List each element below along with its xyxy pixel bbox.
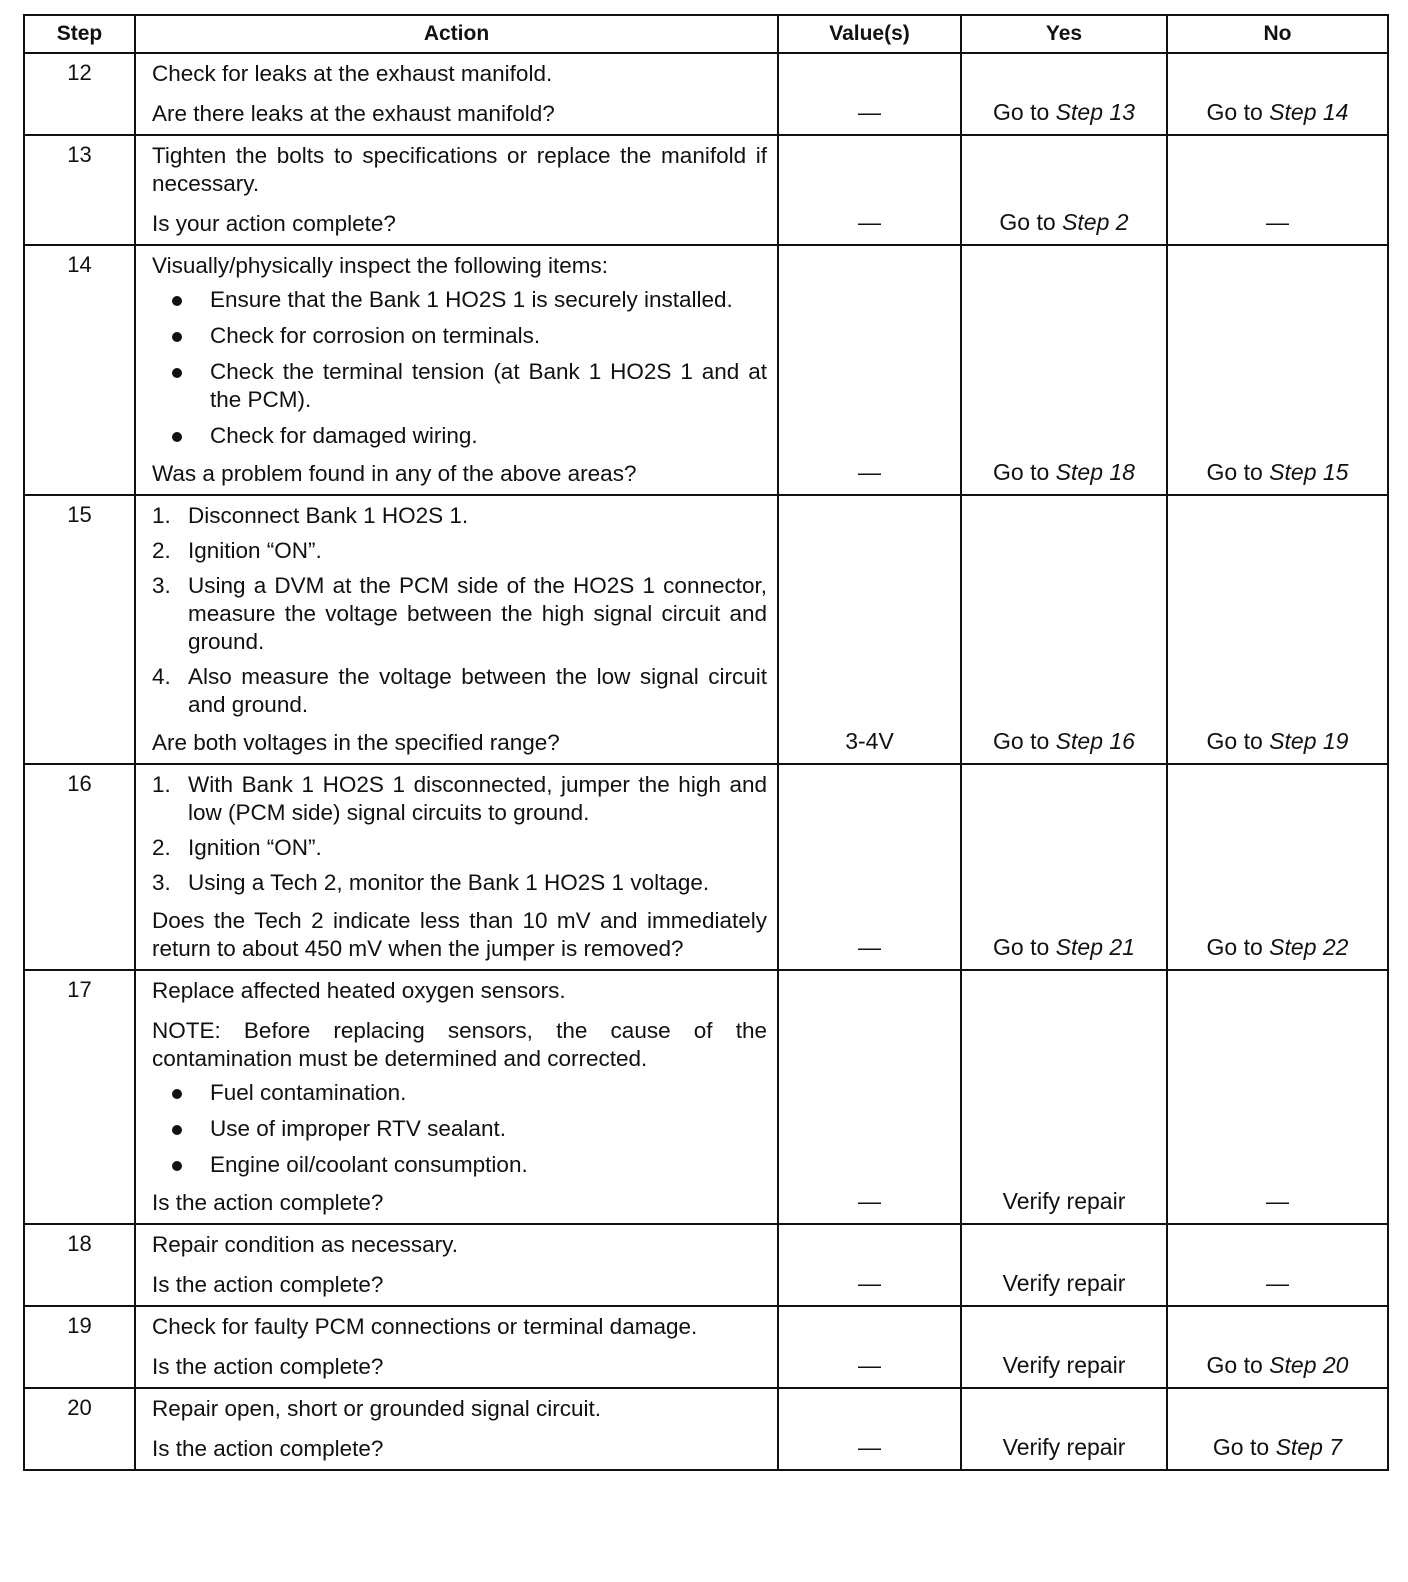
bullet-text: Ensure that the Bank 1 HO2S 1 is securely installed. — [210, 287, 733, 312]
yes-cell — [961, 1388, 1167, 1470]
action-cell — [135, 245, 778, 495]
action-question: Are there leaks at the exhaust manifold? — [152, 101, 555, 126]
no-text: — — [1266, 209, 1289, 235]
action-cell — [135, 53, 778, 135]
yes-cell — [961, 1224, 1167, 1306]
no-prefix: Go to — [1206, 728, 1270, 754]
action-note: NOTE: Before replacing sensors, the cause of the contamination must be determined and corrected. — [152, 1018, 767, 1071]
no-prefix: Go to — [1206, 934, 1270, 960]
action-intro: Tighten the bolts to specifications or replace the manifold if necessary. — [152, 143, 767, 196]
action-cell — [135, 1388, 778, 1470]
no-text: — — [1266, 1270, 1289, 1296]
no-step-ref: Step 20 — [1269, 1352, 1349, 1378]
yes-cell — [961, 764, 1167, 970]
spacer — [152, 1423, 767, 1435]
value-cell: — — [778, 970, 961, 1224]
step-number: 15 — [24, 495, 135, 764]
no-prefix: Go to — [1206, 1352, 1270, 1378]
action-intro: Check for leaks at the exhaust manifold. — [152, 61, 553, 86]
bullet-dot-icon — [172, 332, 182, 342]
numbered-list — [152, 502, 767, 719]
header-action: Action — [135, 15, 778, 53]
numbered-item — [152, 834, 767, 862]
numbered-list — [152, 771, 767, 897]
item-number: 2. — [152, 835, 171, 860]
bullet-dot-icon — [172, 432, 182, 442]
bullet-item — [152, 1079, 767, 1107]
numbered-item — [152, 537, 767, 565]
item-text: Ignition “ON”. — [188, 538, 322, 563]
numbered-item — [152, 572, 767, 656]
header-yes: Yes — [961, 15, 1167, 53]
numbered-item — [152, 663, 767, 719]
yes-text: Verify repair — [1002, 1188, 1126, 1214]
item-text: Disconnect Bank 1 HO2S 1. — [188, 503, 469, 528]
step-number: 19 — [24, 1306, 135, 1388]
table-row — [24, 1388, 1388, 1470]
header-values: Value(s) — [778, 15, 961, 53]
action-question: Are both voltages in the specified range? — [152, 730, 560, 755]
no-step-ref: Step 7 — [1275, 1434, 1343, 1460]
item-text: Using a DVM at the PCM side of the HO2S 1 connector, measure the voltage between the high signal circuit and ground. — [188, 573, 767, 654]
yes-text: Verify repair — [1002, 1352, 1126, 1378]
numbered-item — [152, 771, 767, 827]
bullet-item — [152, 1151, 767, 1179]
yes-prefix: Go to — [993, 728, 1056, 754]
table-row — [24, 970, 1388, 1224]
no-cell — [1167, 245, 1388, 495]
value-cell: 3-4V — [778, 495, 961, 764]
bullet-text: Check for damaged wiring. — [210, 423, 478, 448]
table-row — [24, 1224, 1388, 1306]
action-cell — [135, 764, 778, 970]
no-cell — [1167, 135, 1388, 245]
yes-step-ref: Step 13 — [1055, 99, 1135, 125]
item-text: Using a Tech 2, monitor the Bank 1 HO2S 1 voltage. — [188, 870, 710, 895]
yes-step-ref: Step 21 — [1055, 934, 1135, 960]
bullet-dot-icon — [172, 1125, 182, 1135]
no-cell — [1167, 970, 1388, 1224]
spacer — [152, 198, 767, 210]
table-row — [24, 53, 1388, 135]
bullet-item — [152, 422, 767, 450]
bullet-item — [152, 286, 767, 314]
value-cell: — — [778, 1388, 961, 1470]
action-question: Is your action complete? — [152, 211, 396, 236]
action-question: Was a problem found in any of the above areas? — [152, 461, 637, 486]
item-number: 2. — [152, 538, 171, 563]
item-text: With Bank 1 HO2S 1 disconnected, jumper the high and low (PCM side) signal circuits to ground. — [188, 772, 767, 825]
bullet-text: Check for corrosion on terminals. — [210, 323, 541, 348]
no-step-ref: Step 15 — [1269, 459, 1349, 485]
no-step-ref: Step 22 — [1269, 934, 1349, 960]
step-number: 18 — [24, 1224, 135, 1306]
no-cell — [1167, 495, 1388, 764]
action-cell — [135, 1224, 778, 1306]
action-intro: Visually/physically inspect the following items: — [152, 253, 609, 278]
spacer — [152, 1341, 767, 1353]
value-cell: — — [778, 1224, 961, 1306]
bullet-dot-icon — [172, 296, 182, 306]
value-cell: — — [778, 135, 961, 245]
spacer — [152, 88, 767, 100]
table-header-row — [24, 15, 1388, 53]
yes-step-ref: Step 16 — [1055, 728, 1135, 754]
no-step-ref: Step 19 — [1269, 728, 1349, 754]
yes-prefix: Go to — [993, 459, 1056, 485]
item-number: 3. — [152, 573, 171, 598]
action-intro: Replace affected heated oxygen sensors. — [152, 978, 566, 1003]
yes-prefix: Go to — [999, 209, 1063, 235]
yes-cell — [961, 245, 1167, 495]
action-question: Does the Tech 2 indicate less than 10 mV and immediately return to about 450 mV when the jumper is removed? — [152, 908, 767, 961]
item-number: 3. — [152, 870, 171, 895]
item-number: 1. — [152, 503, 171, 528]
value-cell: — — [778, 53, 961, 135]
item-number: 4. — [152, 664, 171, 689]
yes-prefix: Go to — [993, 934, 1056, 960]
bullet-text: Engine oil/coolant consumption. — [210, 1152, 528, 1177]
bullet-dot-icon — [172, 1089, 182, 1099]
action-cell — [135, 970, 778, 1224]
bullet-list — [152, 1079, 767, 1179]
no-text: — — [1266, 1188, 1289, 1214]
action-question: Is the action complete? — [152, 1436, 384, 1461]
step-number: 20 — [24, 1388, 135, 1470]
yes-text: Verify repair — [1002, 1270, 1126, 1296]
bullet-list — [152, 286, 767, 450]
no-prefix: Go to — [1212, 1434, 1276, 1460]
bullet-text: Fuel contamination. — [210, 1080, 407, 1105]
value-cell: — — [778, 764, 961, 970]
value-cell: — — [778, 1306, 961, 1388]
yes-step-ref: Step 2 — [1062, 209, 1129, 235]
bullet-item — [152, 322, 767, 350]
action-intro: Repair condition as necessary. — [152, 1232, 458, 1257]
bullet-dot-icon — [172, 368, 182, 378]
header-no: No — [1167, 15, 1388, 53]
bullet-text: Check the terminal tension (at Bank 1 HO2S 1 and at the PCM). — [210, 359, 767, 412]
no-step-ref: Step 14 — [1269, 99, 1349, 125]
step-number: 12 — [24, 53, 135, 135]
no-prefix: Go to — [1206, 459, 1270, 485]
diagnostic-table — [23, 14, 1389, 1471]
item-number: 1. — [152, 772, 171, 797]
action-cell — [135, 135, 778, 245]
table-row — [24, 135, 1388, 245]
action-question: Is the action complete? — [152, 1190, 384, 1215]
bullet-item — [152, 1115, 767, 1143]
action-intro: Repair open, short or grounded signal circuit. — [152, 1396, 602, 1421]
no-cell — [1167, 764, 1388, 970]
yes-prefix: Go to — [993, 99, 1056, 125]
action-cell — [135, 1306, 778, 1388]
table-row — [24, 245, 1388, 495]
table-row — [24, 764, 1388, 970]
step-number: 13 — [24, 135, 135, 245]
no-cell — [1167, 1306, 1388, 1388]
yes-cell — [961, 970, 1167, 1224]
bullet-item — [152, 358, 767, 414]
yes-cell — [961, 135, 1167, 245]
yes-cell — [961, 53, 1167, 135]
bullet-text: Use of improper RTV sealant. — [210, 1116, 506, 1141]
no-cell — [1167, 53, 1388, 135]
spacer — [152, 1259, 767, 1271]
no-cell — [1167, 1388, 1388, 1470]
numbered-item — [152, 502, 767, 530]
yes-step-ref: Step 18 — [1055, 459, 1135, 485]
action-question: Is the action complete? — [152, 1272, 384, 1297]
numbered-item — [152, 869, 767, 897]
yes-text: Verify repair — [1002, 1434, 1126, 1460]
value-cell: — — [778, 245, 961, 495]
item-text: Ignition “ON”. — [188, 835, 322, 860]
step-number: 17 — [24, 970, 135, 1224]
table-row — [24, 1306, 1388, 1388]
item-text: Also measure the voltage between the low signal circuit and ground. — [188, 664, 767, 717]
action-question: Is the action complete? — [152, 1354, 384, 1379]
yes-cell — [961, 1306, 1167, 1388]
step-number: 14 — [24, 245, 135, 495]
action-intro: Check for faulty PCM connections or terminal damage. — [152, 1314, 698, 1339]
header-step: Step — [24, 15, 135, 53]
action-cell — [135, 495, 778, 764]
no-prefix: Go to — [1206, 99, 1270, 125]
no-cell — [1167, 1224, 1388, 1306]
bullet-dot-icon — [172, 1161, 182, 1171]
yes-cell — [961, 495, 1167, 764]
step-number: 16 — [24, 764, 135, 970]
table-row — [24, 495, 1388, 764]
